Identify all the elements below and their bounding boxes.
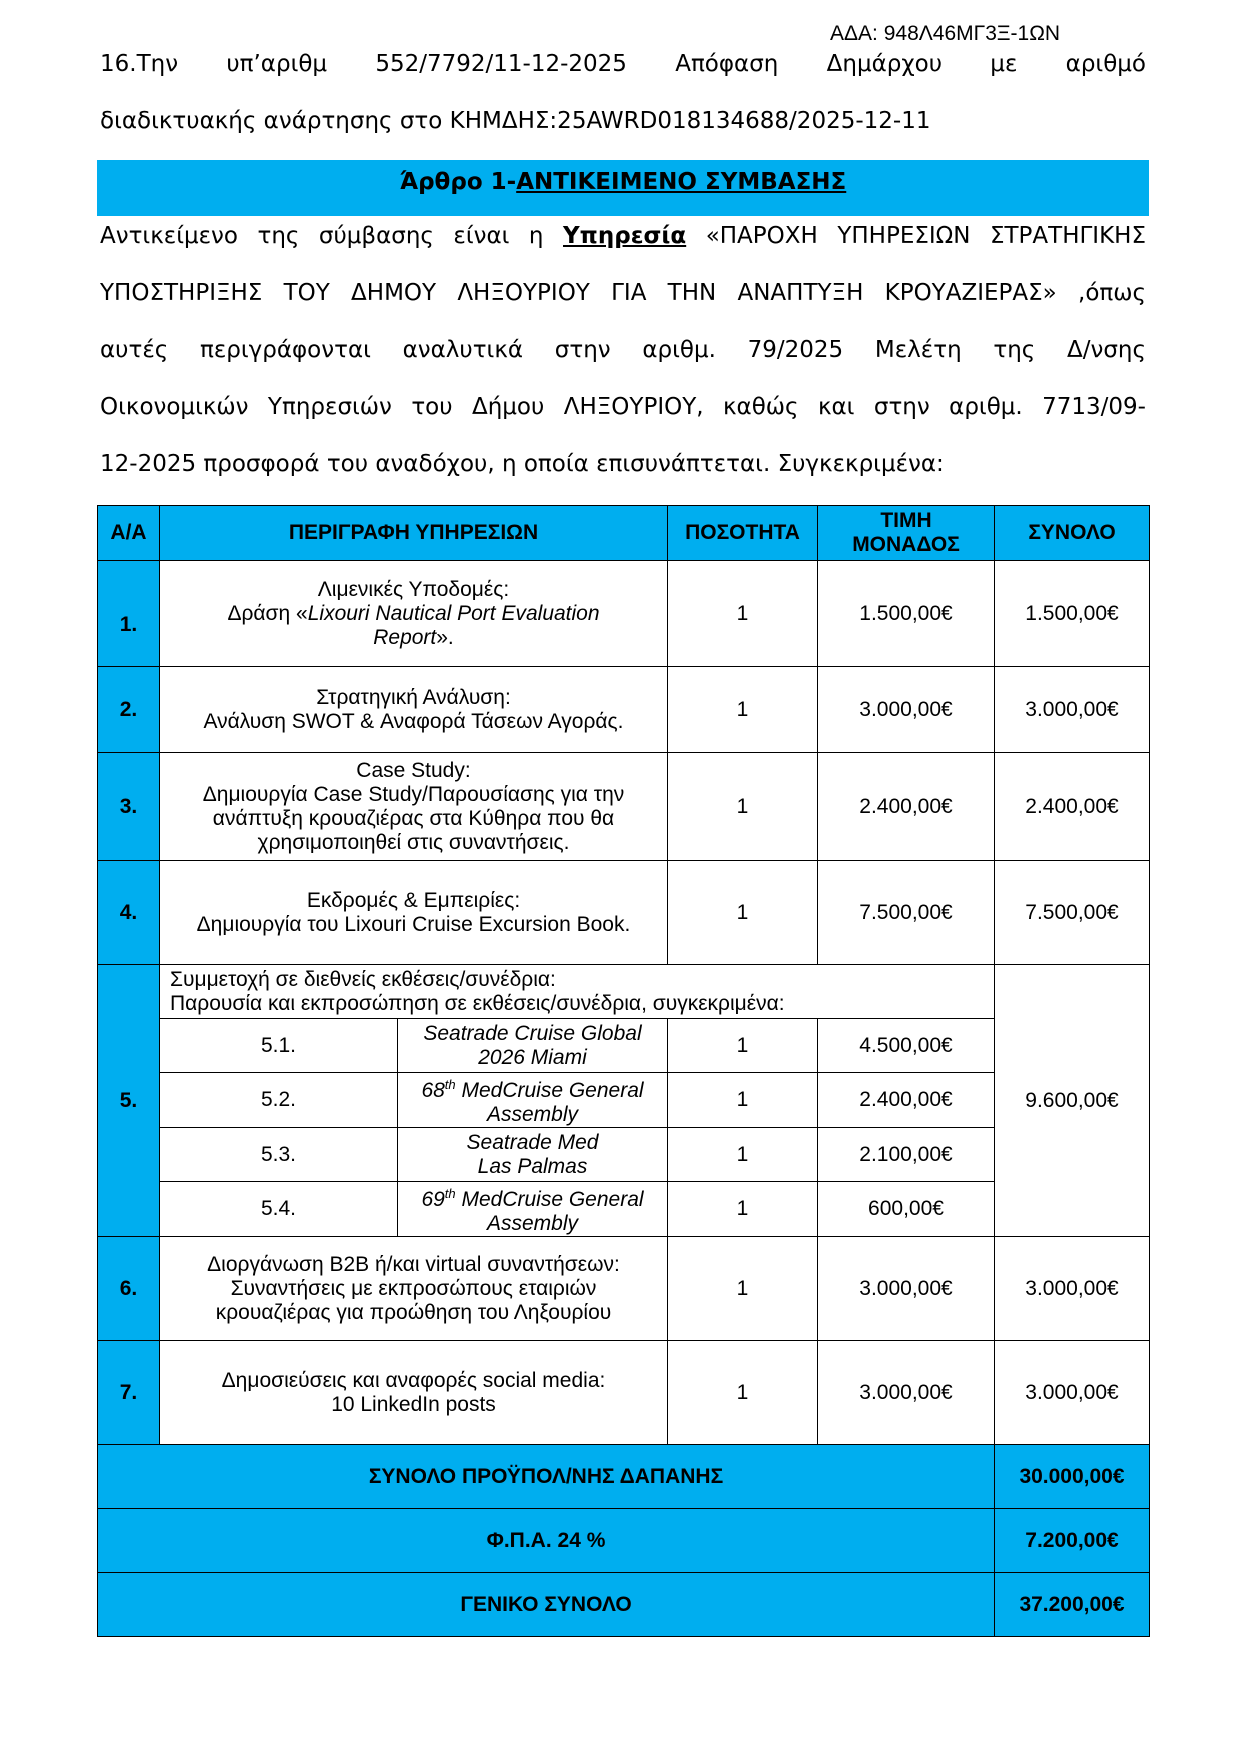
row-description: Στρατηγική Ανάλυση: Ανάλυση SWOT & Αναφορά Τάσεων Αγοράς.	[160, 667, 668, 753]
sub-description: Seatrade Med Las Palmas	[398, 1128, 668, 1182]
body-service: Υπηρεσία	[563, 223, 687, 249]
sub-row	[98, 1128, 1150, 1182]
table-header-row	[98, 506, 1150, 561]
sub-unit-price: 600,00€	[818, 1182, 995, 1237]
body-line-1	[100, 208, 1146, 265]
sub-unit-price: 2.400,00€	[818, 1073, 995, 1128]
sub-number: 5.2.	[160, 1073, 398, 1128]
sub-unit-price: 4.500,00€	[818, 1019, 995, 1073]
article-title: ΑΝΤΙΚΕΙΜΕΝΟ ΣΥΜΒΑΣΗΣ	[516, 169, 847, 195]
body-text: «ΠΑΡΟΧΗ ΥΠΗΡΕΣΙΩΝ ΣΤΡΑΤΗΓΙΚΗΣ	[686, 223, 1146, 249]
sub-quantity: 1	[668, 1073, 818, 1128]
vat-row	[98, 1509, 1150, 1573]
ada-code: ΑΔΑ: 948Λ46ΜΓ3Ξ-1ΩΝ	[830, 22, 1061, 45]
row-total: 3.000,00€	[995, 1341, 1150, 1445]
header-aa: Α/Α	[98, 506, 160, 561]
row-description: Case Study: Δημιουργία Case Study/Παρουσίασης για την ανάπτυξη κρουαζιέρας στα Κύθηρα που θα χρησιμοποιηθεί στις συναντήσεις.	[160, 753, 668, 861]
sub-number: 5.1.	[160, 1019, 398, 1073]
row-quantity: 1	[668, 561, 818, 667]
sub-quantity: 1	[668, 1182, 818, 1237]
row-description: Διοργάνωση B2B ή/και virtual συναντήσεων: Συναντήσεις με εκπροσώπους εταιριών κρουαζιέρας για προώθηση του Ληξουρίου	[160, 1237, 668, 1341]
body-text: ΥΠΟΣΤΗΡΙΞΗΣ ΤΟΥ ΔΗΜΟΥ ΛΗΞΟΥΡΙΟΥ ΓΙΑ ΤΗΝ ΑΝΑΠΤΥΞΗ ΚΡΟΥΑΖΙΕΡΑΣ»	[100, 280, 1057, 306]
body-line-5: 12-2025 προσφορά του αναδόχου, η οποία επισυνάπτεται. Συγκεκριμένα:	[100, 451, 944, 477]
grand-total-label: ΓΕΝΙΚΟ ΣΥΝΟΛΟ	[98, 1573, 995, 1637]
sub-description: Seatrade Cruise Global 2026 Miami	[398, 1019, 668, 1073]
row-unit-price: 7.500,00€	[818, 861, 995, 965]
sub-row	[98, 1019, 1150, 1073]
intro-line-2: διαδικτυακής ανάρτησης στο ΚΗΜΔΗΣ:25AWRD018134688/2025-12-11	[100, 108, 931, 134]
vat-label: Φ.Π.Α. 24 %	[98, 1509, 995, 1573]
row-description: Δημοσιεύσεις και αναφορές social media: 10 LinkedIn posts	[160, 1341, 668, 1445]
sub-quantity: 1	[668, 1128, 818, 1182]
row-number: 6.	[98, 1237, 160, 1341]
body-text: ,όπως	[1056, 280, 1146, 306]
row-quantity: 1	[668, 1237, 818, 1341]
row-description: Συμμετοχή σε διεθνείς εκθέσεις/συνέδρια: Παρουσία και εκπροσώπηση σε εκθέσεις/συνέδρια, συγκεκριμένα:	[160, 965, 995, 1019]
sub-row	[98, 1182, 1150, 1237]
table-row	[98, 861, 1150, 965]
row-unit-price: 3.000,00€	[818, 1341, 995, 1445]
row-quantity: 1	[668, 667, 818, 753]
row-quantity: 1	[668, 1341, 818, 1445]
row-total: 2.400,00€	[995, 753, 1150, 861]
table-row	[98, 561, 1150, 667]
table-row	[98, 1237, 1150, 1341]
body-text: Αντικείμενο της σύμβασης είναι η	[100, 223, 564, 249]
row-total: 9.600,00€	[995, 965, 1150, 1237]
sub-number: 5.3.	[160, 1128, 398, 1182]
row-total: 7.500,00€	[995, 861, 1150, 965]
grand-total-row	[98, 1573, 1150, 1637]
sub-quantity: 1	[668, 1019, 818, 1073]
header-quantity: ΠΟΣΟΤΗΤΑ	[668, 506, 818, 561]
row-unit-price: 3.000,00€	[818, 1237, 995, 1341]
header-description: ΠΕΡΙΓΡΑΦΗ ΥΠΗΡΕΣΙΩΝ	[160, 506, 668, 561]
sub-row	[98, 1073, 1150, 1128]
sub-unit-price: 2.100,00€	[818, 1128, 995, 1182]
table-row	[98, 667, 1150, 753]
sum-value: 30.000,00€	[995, 1445, 1150, 1509]
row-unit-price: 1.500,00€	[818, 561, 995, 667]
row-number: 2.	[98, 667, 160, 753]
sum-row	[98, 1445, 1150, 1509]
row-quantity: 1	[668, 753, 818, 861]
sub-description: 68th MedCruise General Assembly	[398, 1073, 668, 1128]
sum-label: ΣΥΝΟΛΟ ΠΡΟΫΠΟΛ/ΝΗΣ ΔΑΠΑΝΗΣ	[98, 1445, 995, 1509]
body-line-4: Οικονομικών Υπηρεσιών του Δήμου ΛΗΞΟΥΡΙΟΥ, καθώς και στην αριθμ. 7713/09-	[100, 394, 1146, 420]
table-row	[98, 1341, 1150, 1445]
header-unit-price-l2: ΜΟΝΑΔΟΣ	[852, 533, 960, 556]
table-row	[98, 753, 1150, 861]
grand-total-value: 37.200,00€	[995, 1573, 1150, 1637]
row-description: Λιμενικές Υποδομές: Δράση «Lixouri Nautical Port Evaluation Report».	[160, 561, 668, 667]
header-unit-price-l1: ΤΙΜΗ	[880, 509, 932, 532]
row-number: 4.	[98, 861, 160, 965]
row-total: 3.000,00€	[995, 667, 1150, 753]
vat-value: 7.200,00€	[995, 1509, 1150, 1573]
row-unit-price: 3.000,00€	[818, 667, 995, 753]
row-total: 1.500,00€	[995, 561, 1150, 667]
sub-description: 69th MedCruise General Assembly	[398, 1182, 668, 1237]
intro-paragraph	[100, 36, 1146, 150]
row-unit-price: 2.400,00€	[818, 753, 995, 861]
row-number: 3.	[98, 753, 160, 861]
row-quantity: 1	[668, 861, 818, 965]
services-table	[97, 505, 1150, 1637]
row-description: Εκδρομές & Εμπειρίες: Δημιουργία του Lixouri Cruise Excursion Book.	[160, 861, 668, 965]
header-unit-price	[818, 506, 995, 561]
article-prefix: Άρθρο 1-	[399, 169, 517, 195]
row-number: 5.	[98, 965, 160, 1237]
table-row	[98, 965, 1150, 1019]
header-total: ΣΥΝΟΛΟ	[995, 506, 1150, 561]
sub-number: 5.4.	[160, 1182, 398, 1237]
row-number: 7.	[98, 1341, 160, 1445]
body-line-3: αυτές περιγράφονται αναλυτικά στην αριθμ. 79/2025 Μελέτη της Δ/νσης	[100, 337, 1146, 363]
body-line-2	[100, 265, 1146, 322]
row-number: 1.	[98, 561, 160, 667]
row-total: 3.000,00€	[995, 1237, 1150, 1341]
intro-line-1: 16.Την υπ’αριθμ 552/7792/11-12-2025 Απόφαση Δημάρχου με αριθμό	[100, 51, 1146, 77]
body-paragraph	[100, 208, 1146, 493]
